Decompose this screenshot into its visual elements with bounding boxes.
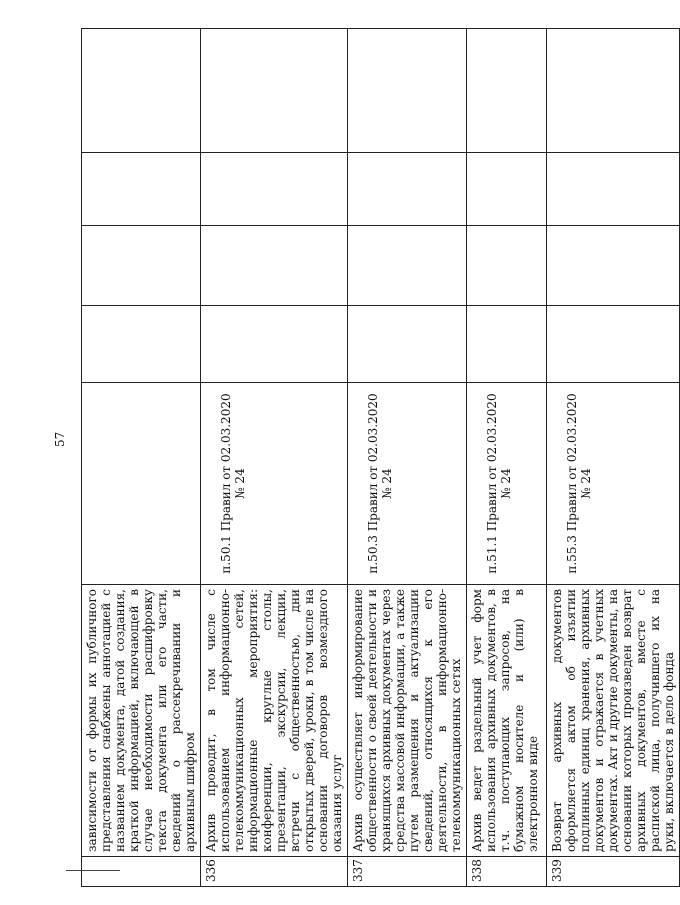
table-row [467,29,547,887]
footnote-rule [66,870,120,871]
row-number: 336 [201,857,348,887]
row-number: 339 [547,857,680,887]
empty-cell [348,306,467,383]
row-reference [82,383,201,585]
empty-cell [348,153,467,226]
empty-cell [82,29,201,153]
empty-cell [547,306,680,383]
page-number: 57 [53,431,67,447]
empty-cell [348,29,467,153]
row-description: Архив ведет раздельный учет форм использования архивных документов, в т.ч. поступающих запросов, на бумажном носителе и (или) в электронном виде [467,585,547,857]
row-reference: п.50.3 Правил от 02.03.2020 № 24 [348,383,467,585]
empty-cell [348,226,467,306]
empty-cell [201,306,348,383]
empty-cell [547,29,680,153]
empty-cell [82,226,201,306]
empty-cell [467,29,547,153]
row-reference: п.50.1 Правил от 02.03.2020 № 24 [201,383,348,585]
row-reference: п.55.3 Правил от 02.03.2020 № 24 [547,383,680,585]
row-reference: п.51.1 Правил от 02.03.2020 № 24 [467,383,547,585]
row-description: Возврат архивных документов оформляется актом об изъятии подлинных единиц хранения, архивных документов и отражается в учетных документах. Акт и другие документы, на основании которых произведен возврат архивных документов, вместе с распиской лица, получившего их на руки, включается в дело фонда [547,585,680,857]
empty-cell [547,226,680,306]
empty-cell [201,226,348,306]
table-row [348,29,467,887]
row-description: зависимости от формы их публичного представления снабжены аннотацией с названием документа, датой создания, краткой информацией, включающей в случае необходимости расшифровку текста документа или его части, сведений о рассекречивании и архивным шифром [82,585,201,857]
empty-cell [467,153,547,226]
table-row [201,29,348,887]
table-row [547,29,680,887]
empty-cell [82,306,201,383]
row-description: Архив проводит, в том числе с использованием информационно-телекоммуникационных сетей, информационные мероприятия: конференции, круглые столы, презентации, экскурсии, лекции, встречи с общественностью, дни открытых дверей, уроки, в том числе на основании договоров возмездного оказания услуг [201,585,348,857]
rotated-table-container [81,29,676,887]
row-description: Архив осуществляет информирование общественности о своей деятельности и хранящихся архивных документах через средства массовой информации, а также путем размещения и актуализации сведений, относящихся к его деятельности, в информационно-телекоммуникационных сетях [348,585,467,857]
empty-cell [82,153,201,226]
empty-cell [467,226,547,306]
empty-cell [201,153,348,226]
table-row [82,29,201,887]
row-number: 337 [348,857,467,887]
empty-cell [547,153,680,226]
row-number [82,857,201,887]
empty-cell [467,306,547,383]
row-number: 338 [467,857,547,887]
document-table [81,28,680,887]
empty-cell [201,29,348,153]
